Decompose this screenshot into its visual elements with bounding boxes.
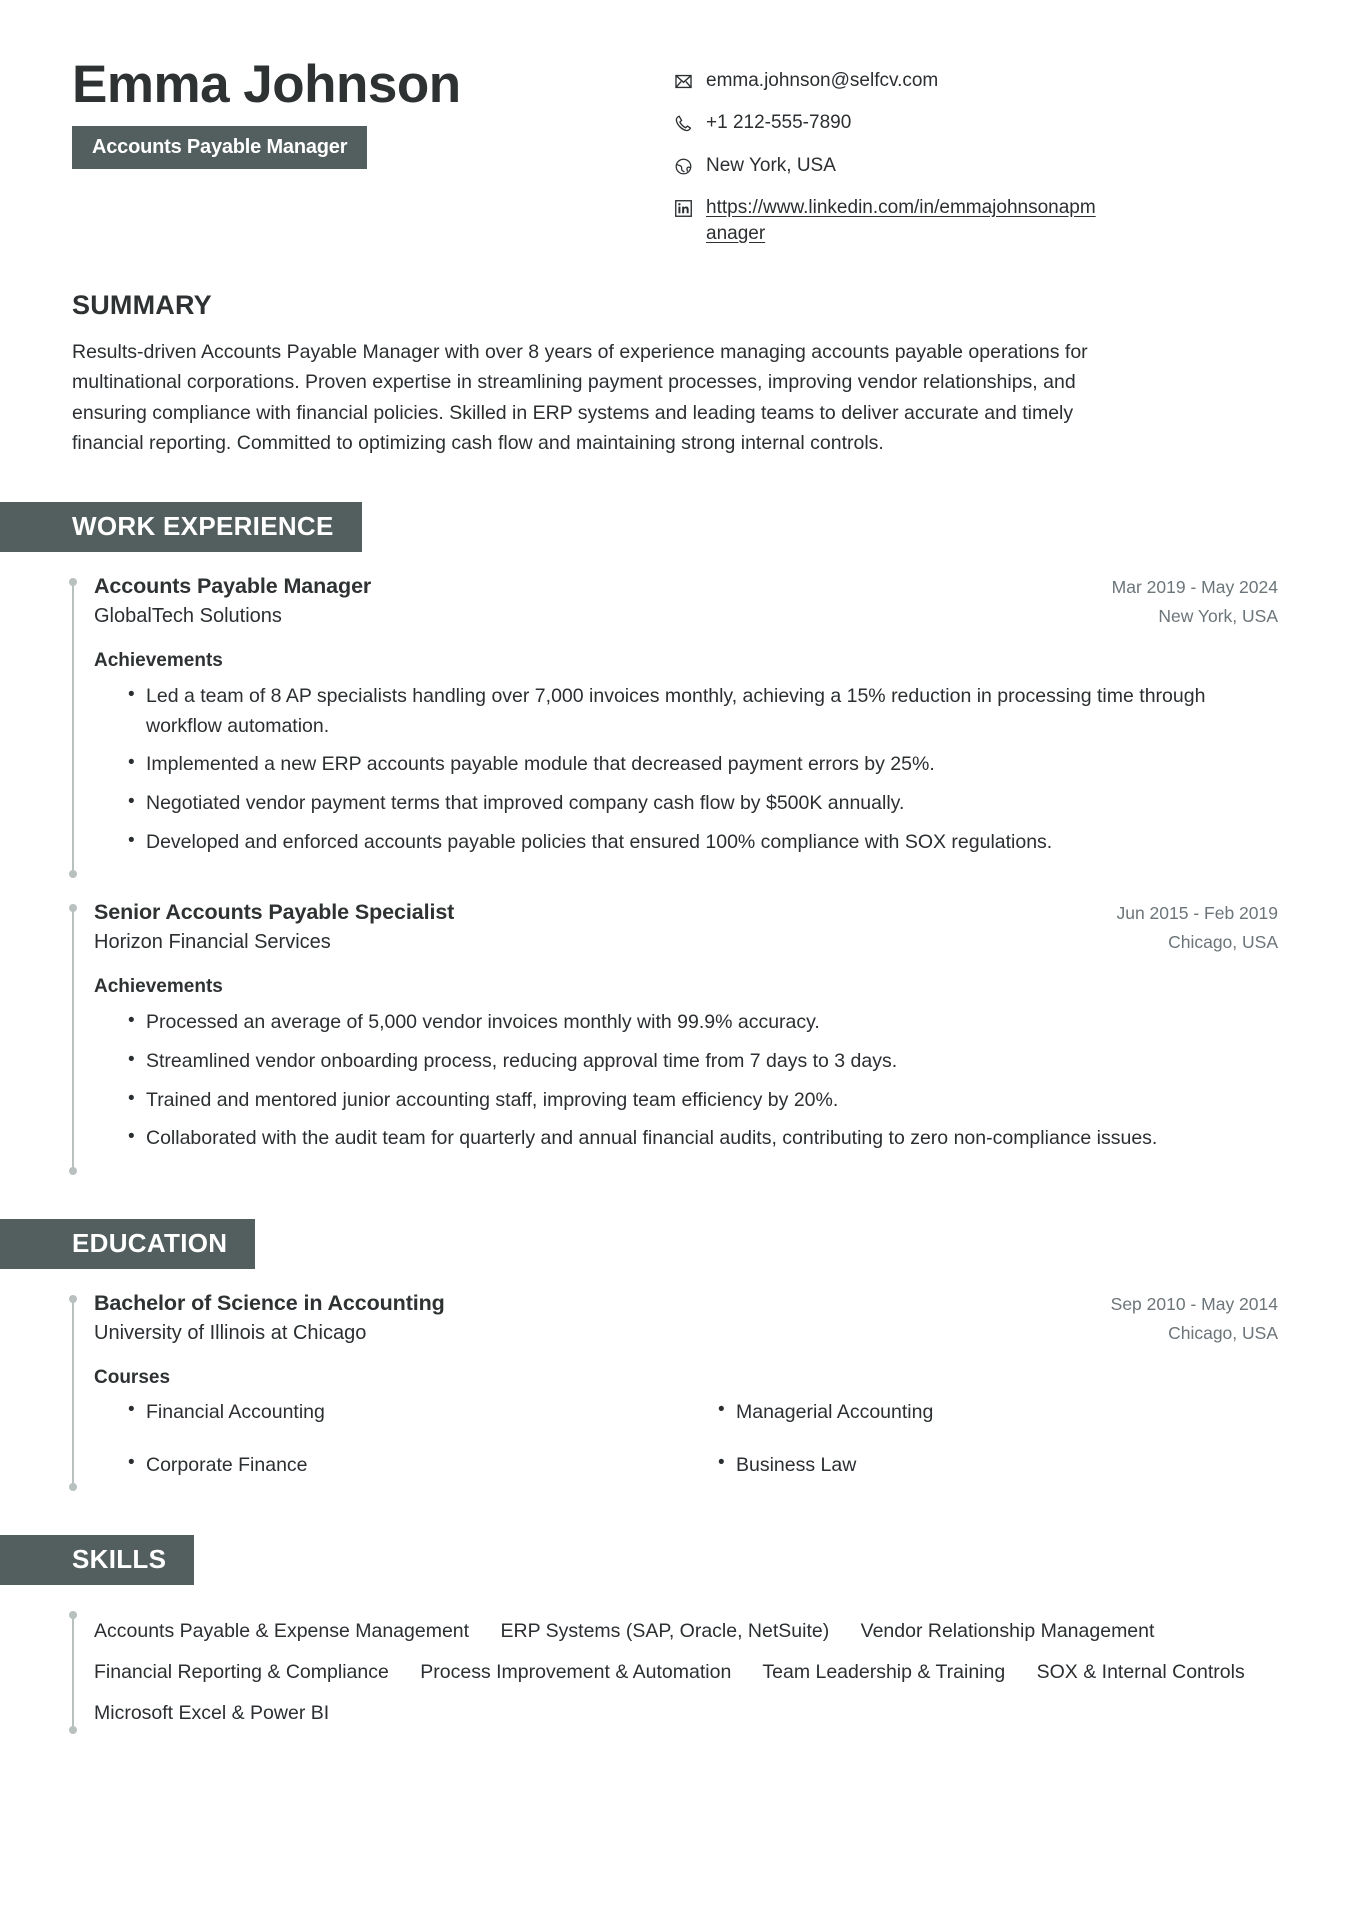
work-entry-header [94, 900, 1278, 954]
linkedin-icon [672, 197, 695, 220]
contact-phone-text: +1 212-555-7890 [706, 112, 852, 134]
list-item: • Implemented a new ERP accounts payable module that decreased payment errors by 25%. [128, 750, 1278, 780]
work-entry-location: New York, USA [1158, 606, 1278, 627]
skill-item: Process Improvement & Automation [420, 1661, 732, 1684]
header-identity [72, 56, 672, 169]
work-entry-organization: Horizon Financial Services [94, 931, 331, 954]
education-entry [72, 1291, 1278, 1492]
list-item: • Negotiated vendor payment terms that improved company cash flow by $500K annually. [128, 789, 1278, 819]
education-entry-institution: University of Illinois at Chicago [94, 1321, 367, 1344]
list-item: • Streamlined vendor onboarding process, reducing approval time from 7 days to 3 days. [128, 1047, 1278, 1077]
work-entry-bullets [94, 682, 1278, 857]
contact-item-phone [672, 110, 1278, 135]
email-icon [672, 70, 695, 93]
contact-item-location [672, 153, 1278, 178]
section-heading-skills: SKILLS [0, 1535, 194, 1585]
timeline-rail [72, 908, 74, 1171]
contact-list [672, 56, 1278, 246]
list-item: • Developed and enforced accounts payable policies that ensured 100% compliance with SOX regulations. [128, 828, 1278, 858]
skill-item: Accounts Payable & Expense Management [94, 1620, 470, 1643]
education-entry-title: Bachelor of Science in Accounting [94, 1290, 445, 1315]
section-summary [0, 290, 1350, 458]
work-entry-list [0, 574, 1350, 1175]
list-item: • Trained and mentored junior accounting staff, improving team efficiency by 20%. [128, 1086, 1278, 1116]
education-entry-date: Sep 2010 - May 2014 [1110, 1293, 1278, 1314]
summary-body: Results-driven Accounts Payable Manager with over 8 years of experience managing accounts payable operations for multinational corporations. Proven expertise in streamlining payment processes, improving vendor relationships, and ensuring compliance with financial policies. Skilled in ERP systems and leading teams to deliver accurate and timely financial reporting. Committed to optimizing cash flow and maintaining strong internal controls. [72, 341, 1088, 454]
contact-item-linkedin[interactable] [672, 195, 1278, 246]
contact-linkedin-link[interactable]: https://www.linkedin.com/in/emmajohnsonapmanager [706, 197, 1096, 244]
list-item: • Business Law [718, 1452, 1278, 1479]
work-entry-subheading: Achievements [94, 976, 223, 998]
work-entry-main [94, 900, 454, 954]
section-education [0, 1219, 1350, 1492]
education-entry-list [0, 1291, 1350, 1492]
work-entry [72, 574, 1278, 878]
education-entry-meta [1111, 1294, 1278, 1344]
contact-email-text: emma.johnson@selfcv.com [706, 70, 939, 91]
section-heading-education: EDUCATION [0, 1219, 255, 1269]
work-entry-location: Chicago, USA [1168, 932, 1278, 953]
work-entry-date: Jun 2015 - Feb 2019 [1116, 903, 1278, 924]
skill-item: Microsoft Excel & Power BI [94, 1702, 330, 1725]
list-item: • Processed an average of 5,000 vendor invoices monthly with 99.9% accuracy. [128, 1008, 1278, 1038]
job-title-badge: Accounts Payable Manager [72, 126, 367, 169]
globe-icon [672, 155, 695, 178]
list-item: • Managerial Accounting [718, 1399, 1278, 1426]
education-entry-subheading: Courses [94, 1366, 171, 1388]
list-item: • Collaborated with the audit team for quarterly and annual financial audits, contributing to zero non-compliance issues. [128, 1124, 1278, 1154]
list-item: • Financial Accounting [128, 1399, 688, 1426]
skills-wrap [0, 1611, 1350, 1734]
section-heading-work-experience: WORK EXPERIENCE [0, 502, 362, 552]
timeline-rail [72, 1615, 74, 1730]
contact-location-text: New York, USA [706, 154, 836, 176]
work-entry-date: Mar 2019 - May 2024 [1111, 577, 1278, 598]
work-entry-organization: GlobalTech Solutions [94, 605, 282, 628]
courses-grid [94, 1399, 1278, 1480]
skill-item: SOX & Internal Controls [1036, 1661, 1245, 1684]
work-entry-subheading: Achievements [94, 650, 223, 672]
work-entry-bullets [94, 1008, 1278, 1154]
work-entry-meta [1112, 577, 1278, 627]
work-entry-meta [1116, 903, 1278, 953]
work-entry-title: Senior Accounts Payable Specialist [94, 900, 455, 925]
work-entry-title: Accounts Payable Manager [94, 574, 372, 599]
skills-inner [72, 1611, 1278, 1734]
work-entry-main [94, 574, 371, 628]
page-title: Emma Johnson [72, 55, 461, 114]
contact-item-email [672, 68, 1278, 93]
work-entry [72, 900, 1278, 1175]
section-skills [0, 1535, 1350, 1734]
section-work-experience [0, 502, 1350, 1175]
education-entry-location: Chicago, USA [1168, 1322, 1278, 1343]
skill-item: Team Leadership & Training [762, 1661, 1006, 1684]
timeline-rail [72, 1299, 74, 1488]
skill-item: ERP Systems (SAP, Oracle, NetSuite) [500, 1620, 830, 1643]
section-heading-summary: SUMMARY [72, 290, 212, 321]
list-item: • Corporate Finance [128, 1452, 688, 1479]
list-item: • Led a team of 8 AP specialists handling over 7,000 invoices monthly, achieving a 15% reduction in processing time through workflow automation. [128, 682, 1278, 741]
phone-icon [672, 112, 695, 135]
skills-list [94, 1611, 1278, 1734]
education-entry-main [94, 1291, 445, 1345]
skill-item: Financial Reporting & Compliance [94, 1661, 389, 1684]
work-entry-header [94, 574, 1278, 628]
resume-header [0, 0, 1350, 246]
timeline-rail [72, 582, 74, 874]
education-entry-header [94, 1291, 1278, 1345]
skill-item: Vendor Relationship Management [860, 1620, 1155, 1643]
